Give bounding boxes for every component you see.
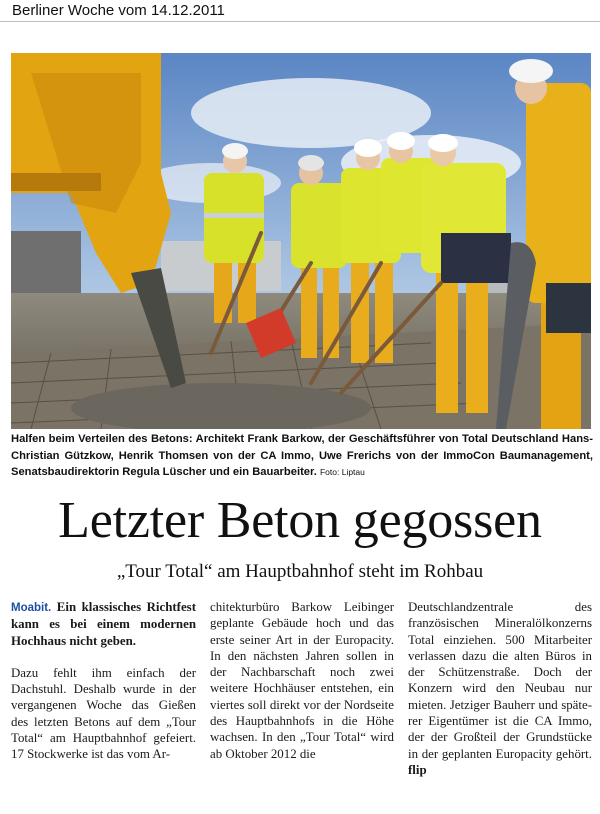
- article-subheadline: „Tour Total“ am Hauptbahnhof steht im Rohbau: [116, 561, 484, 582]
- photo-credit: Foto: Liptau: [319, 467, 365, 477]
- article-column-3: [408, 599, 592, 778]
- column-1-text: Dazu fehlt ihm einfach der Dachstuhl. Deshalb wurde in der vergangenen Woche das Gießen des letzten Betons auf dem „Tour Total“ am Hauptbahnhof gefeiert. 17 Stockwerke ist das vom Ar-: [11, 665, 196, 762]
- article-column-1: [11, 599, 196, 763]
- article-lead: [11, 599, 196, 649]
- column-2-text: chitekturbüro Barkow Leibinger geplante Gebäude hoch und das erste seiner Art in der Europacity. In den nächsten Jahren sollen in der Nachbarschaft noch zwei weitere Hochhäuser entstehen, ein viertes soll direkt vor der Nordseite des Hauptbahnhofs in die Höhe wachsen. In den „Tour Total“ wird ab Oktober 2012 die: [210, 600, 394, 761]
- article-headline: Letzter Beton gegossen: [58, 492, 542, 549]
- author-tag: flip: [408, 762, 427, 777]
- article-column-2: [210, 599, 394, 762]
- dateline: Moabit.: [11, 602, 52, 614]
- newspaper-source-line: Berliner Woche vom 14.12.2011: [0, 0, 600, 22]
- lead-text: Ein klassisches Richtfest kann es bei einem modernen Hochhaus nicht geben.: [11, 600, 196, 648]
- caption-text: Halfen beim Verteilen des Betons: Architekt Frank Barkow, der Geschäftsführer von Total Deutschland Hans-Christian Gützkow, Henrik Thomsen von der CA Immo, Uwe Frerichs von der ImmoCon Baumanagement, Senatsbaudirektorin Regula Lüscher und ein Bauarbeiter.: [11, 433, 593, 478]
- photo-caption: [11, 431, 593, 481]
- construction-photo: [11, 53, 591, 429]
- column-3-text: Deutschlandzentrale des französischen Mineralölkonzerns Total einziehen. 500 Mitarbeiter verlassen dazu die alten Büros in der Schützenstraße. Doch der Konzern wird den Neubau nur mieten. Jetziger Bauherr und späterer Eigentümer ist die CA Immo, der der Großteil der Grundstücke in der geplanten Europacity gehört.: [408, 600, 592, 761]
- column-3-paragraph: [408, 599, 592, 778]
